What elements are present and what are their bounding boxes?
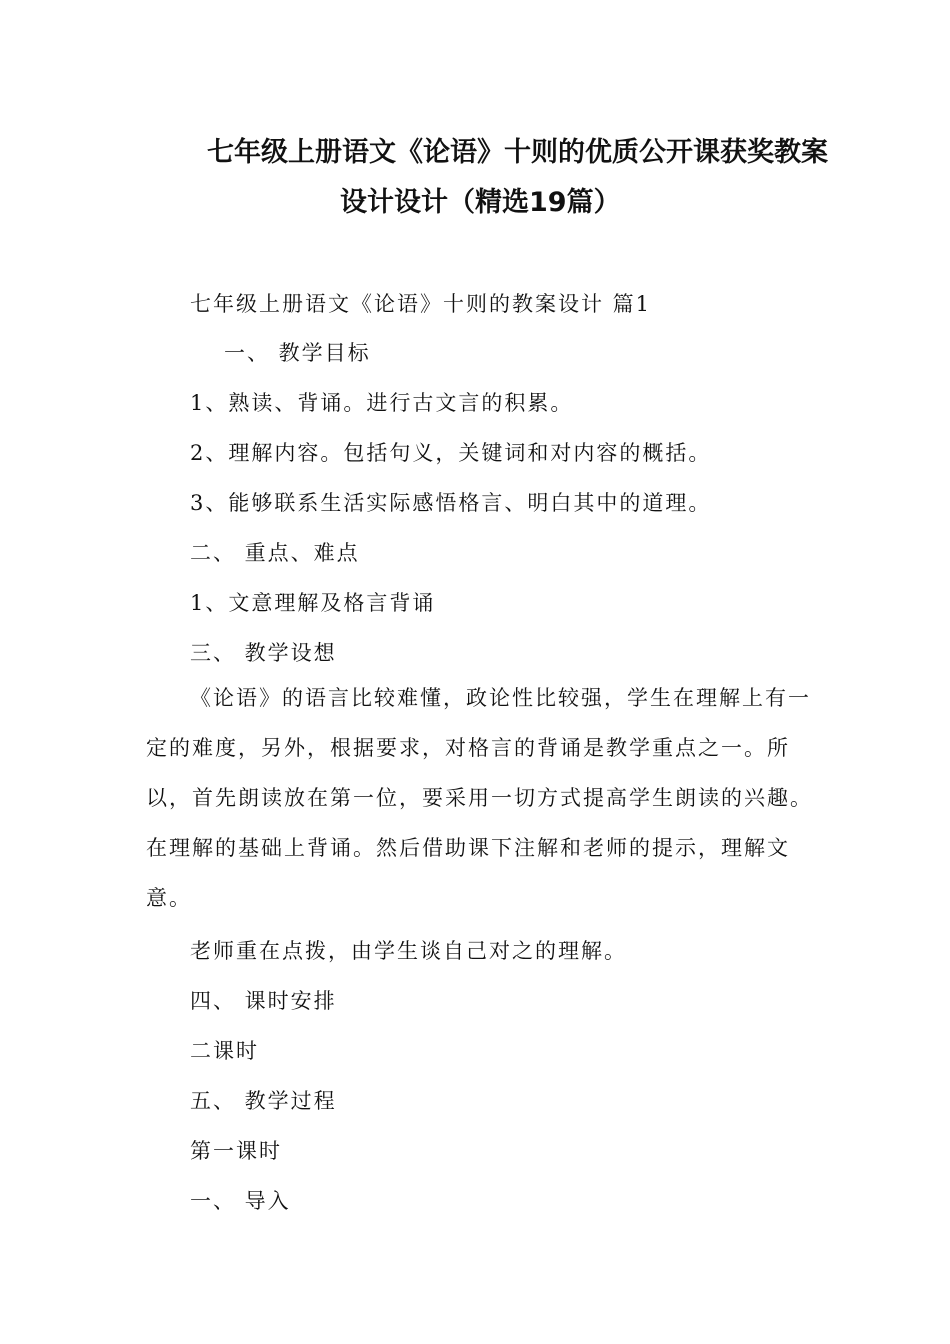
document-title-line-2: 设计设计（精选19篇）	[340, 187, 621, 218]
paragraph-line: 定的难度，另外，根据要求，对格言的背诵是教学重点之一。所	[146, 736, 790, 760]
class-hours-value: 二课时	[190, 1039, 259, 1063]
paragraph-line: 意。	[146, 886, 192, 910]
goal-item-2: 2、理解内容。包括句义，关键词和对内容的概括。	[190, 441, 712, 465]
document-title-line-1: 七年级上册语文《论语》十则的优质公开课获奖教案	[207, 137, 828, 168]
heading-class-hours: 四、 课时安排	[190, 989, 337, 1013]
heading-teaching-process: 五、 教学过程	[190, 1089, 337, 1113]
section-heading: 七年级上册语文《论语》十则的教案设计 篇1	[190, 292, 652, 316]
paragraph-line: 在理解的基础上背诵。然后借助课下注解和老师的提示，理解文	[146, 836, 790, 860]
teaching-ideas-paragraph	[146, 673, 816, 923]
paragraph-line: 《论语》的语言比较难懂，政论性比较强，学生在理解上有一	[190, 686, 811, 710]
goal-item-3: 3、能够联系生活实际感悟格言、明白其中的道理。	[190, 491, 712, 515]
key-point-1: 1、文意理解及格言背诵	[190, 591, 436, 615]
paragraph-line: 以，首先朗读放在第一位，要采用一切方式提高学生朗读的兴趣。	[146, 786, 813, 810]
goal-item-1: 1、熟读、背诵。进行古文言的积累。	[190, 391, 574, 415]
heading-teaching-ideas: 三、 教学设想	[190, 641, 337, 665]
heading-teaching-goals: 一、 教学目标	[224, 341, 371, 365]
lesson-one-label: 第一课时	[190, 1139, 282, 1163]
heading-key-points: 二、 重点、难点	[190, 541, 360, 565]
teacher-note: 老师重在点拨，由学生谈自己对之的理解。	[190, 939, 627, 963]
intro-heading: 一、 导入	[190, 1189, 291, 1213]
